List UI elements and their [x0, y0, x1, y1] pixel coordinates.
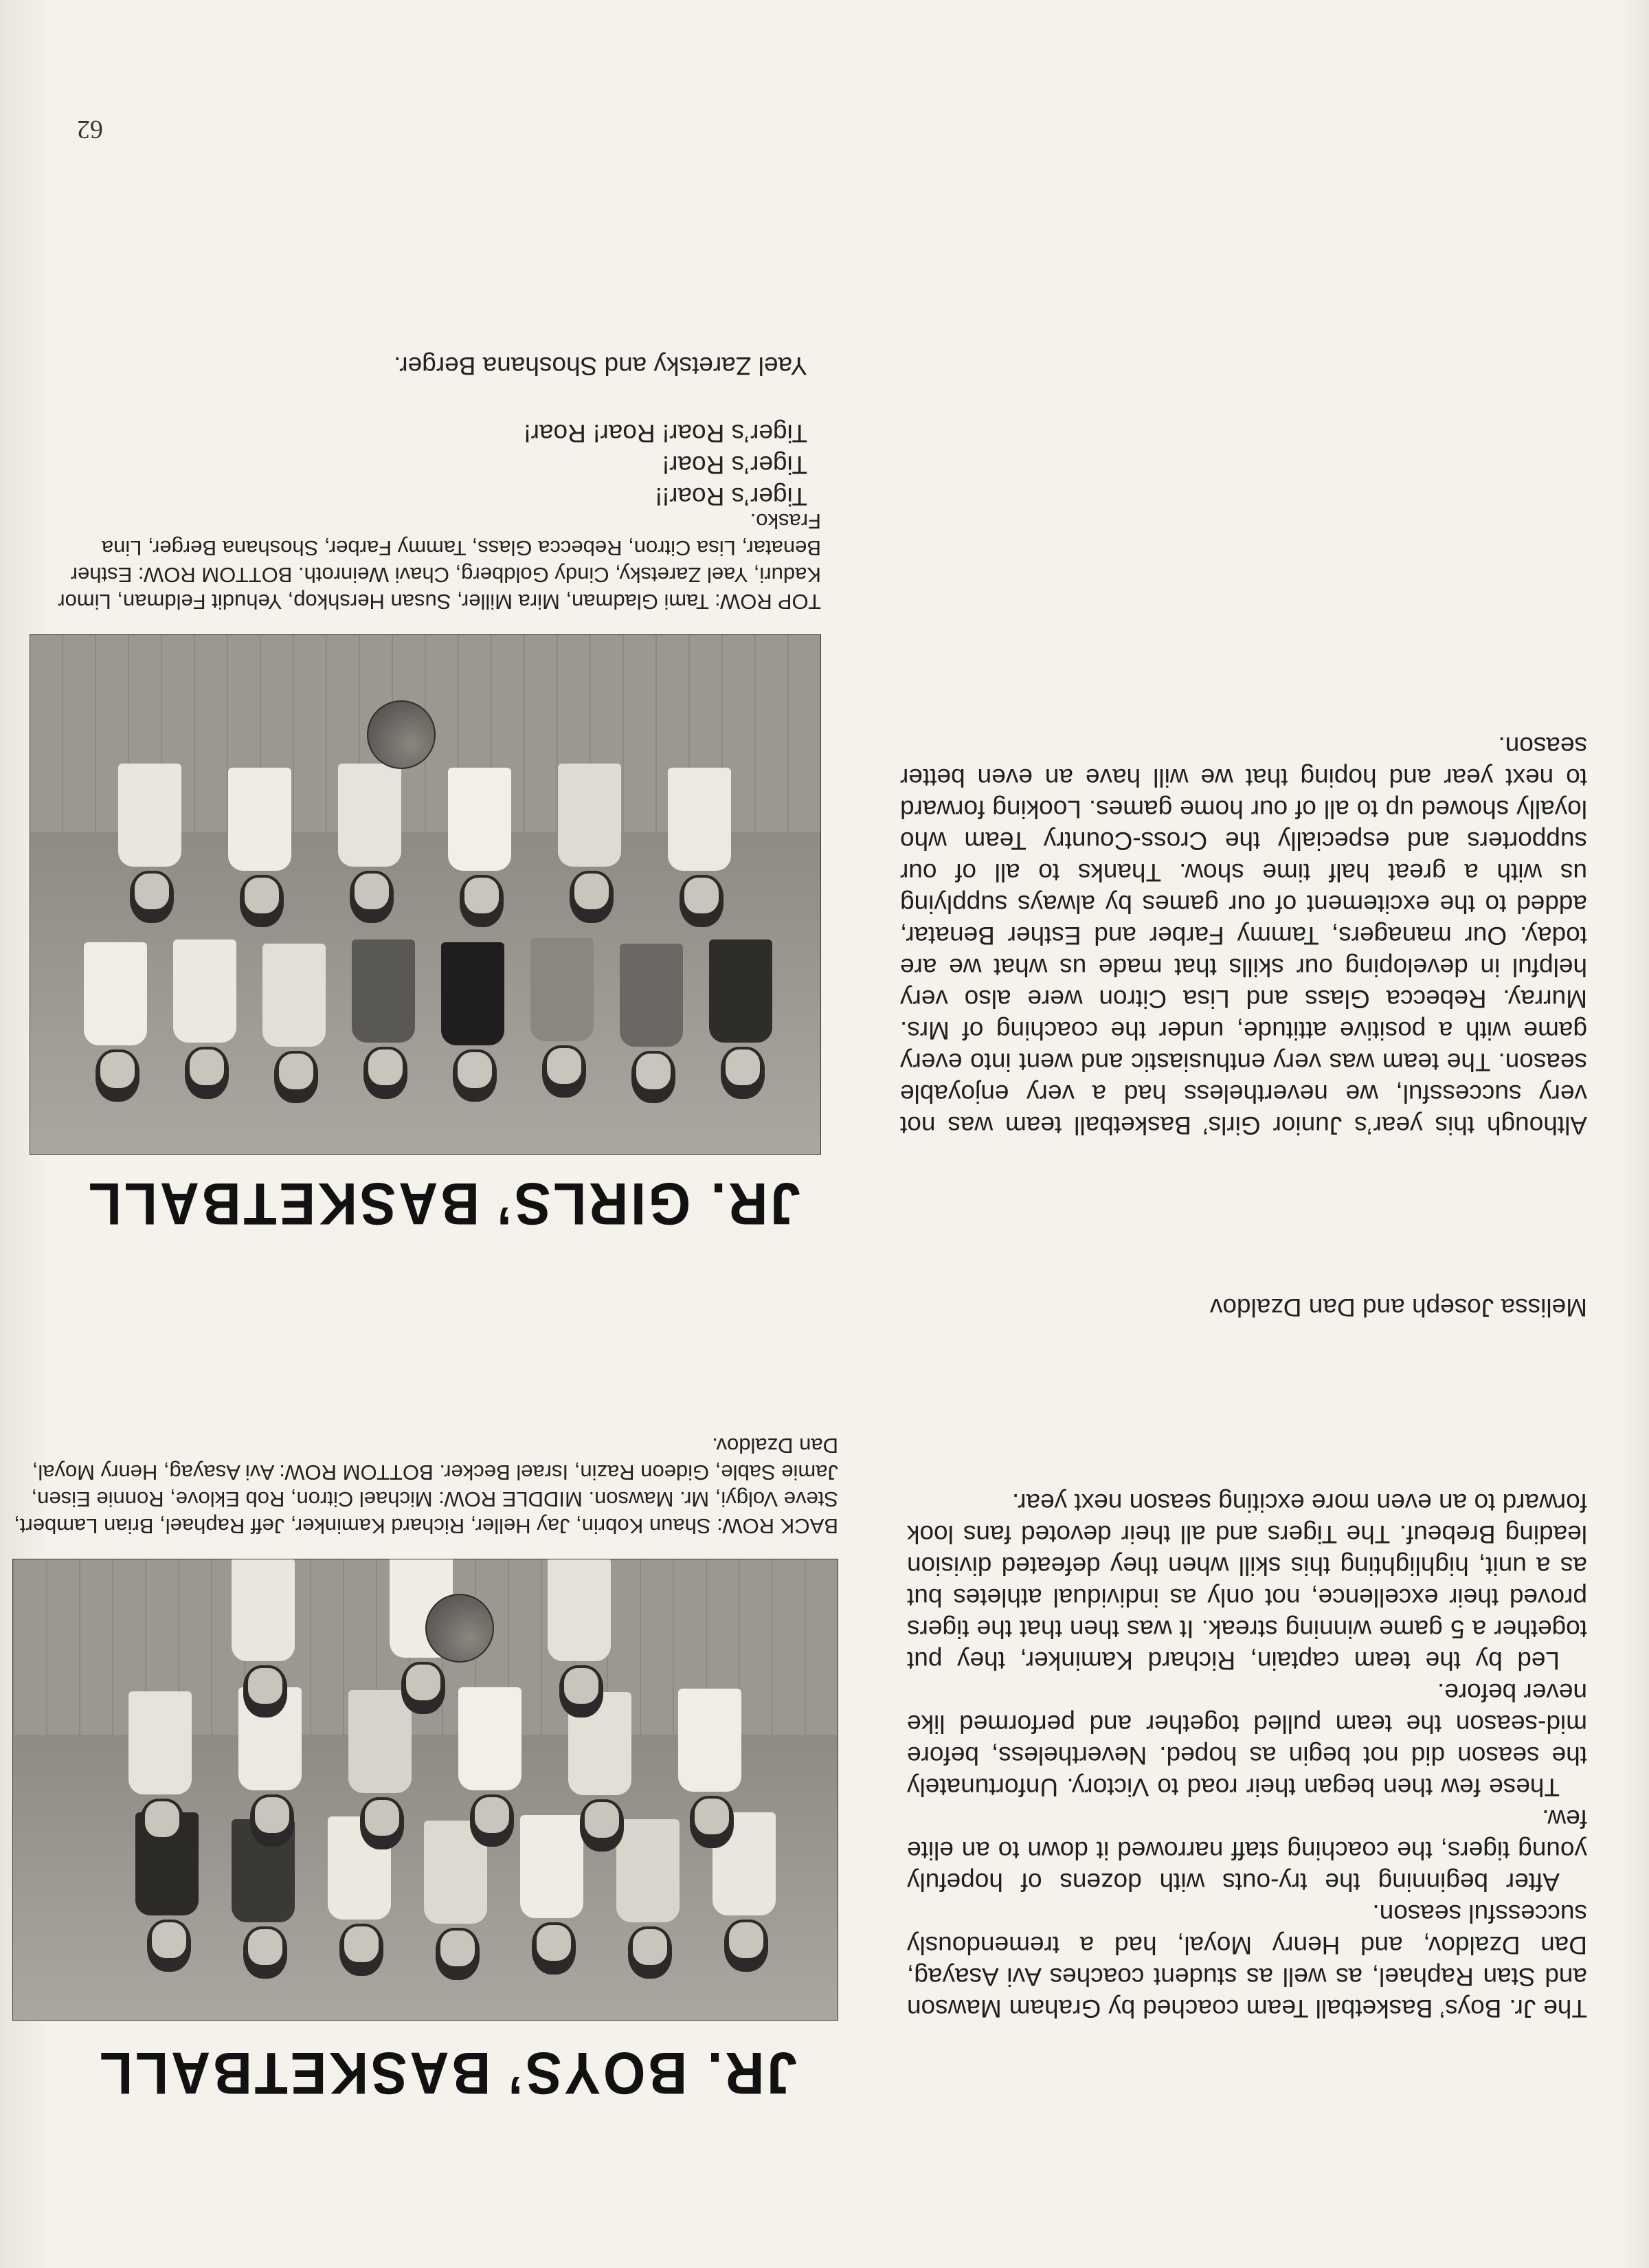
student-coach-figure	[552, 1559, 611, 1717]
boys-photo-caption: BACK ROW: Shaun Kobrin, Jay Heller, Richard Kaminker, Jeff Raphael, Brian Lambert, Steve Volgyi, Mr. Mawson. MIDDLE ROW: Michael Citron, Rob Eklove, Ronnie Eisen, Jamie Sable, Gideon Razin, Israel Becker. BOTTOM ROW: Avi Asayag, Henry Moyal, Dan Dzaldov.	[14, 1434, 838, 1538]
player-figure	[672, 768, 731, 927]
basketball	[367, 700, 436, 769]
boys-paragraph: After beginning the try-outs with dozens of hopefuly young tigers, the coaching staff narrowed it down to an elite few.	[907, 1805, 1587, 1896]
boys-team-photo	[12, 1559, 838, 2021]
player-figure	[356, 940, 415, 1099]
player-figure	[452, 768, 511, 927]
girls-team-photo	[30, 634, 821, 1155]
boys-article	[907, 1487, 1587, 2024]
player-figure	[445, 942, 504, 1102]
girls-article	[900, 730, 1587, 1141]
boys-headline: JR. BOYS’ BASKETBALL	[97, 2040, 797, 2106]
girls-headline: JR. GIRLS’ BASKETBALL	[86, 1170, 800, 1236]
student-coach-figure	[236, 1559, 295, 1717]
player-figure	[88, 942, 147, 1102]
player-figure	[562, 764, 621, 923]
player-figure	[133, 1691, 192, 1851]
girls-cheer: Tiger’s Roar!! Tiger’s Roar! Tiger’s Roar! Roar! Roar!	[524, 419, 807, 511]
boys-paragraph: The Jr. Boys’ Basketball Team coached by Graham Mawson and Stan Raphael, as well as student coaches Avi Asayag, Dan Dzaldov, and Henry Moyal, had a tremendously successful season.	[907, 1900, 1587, 2023]
player-figure	[713, 940, 772, 1099]
player-figure	[232, 768, 291, 927]
player-figure	[177, 940, 236, 1099]
player-figure	[342, 764, 401, 923]
player-figure	[267, 944, 326, 1103]
player-figure	[462, 1687, 521, 1847]
player-figure	[535, 938, 594, 1098]
player-figure	[682, 1689, 741, 1848]
boys-paragraph: These few then began their road to Victory. Unfortunately the season did not begin as hoped. Nevertheless, before mid-season the team pulled together and performed like never before.	[907, 1678, 1587, 1801]
girls-photo-caption: TOP ROW: Tami Gladman, Mira Miller, Susan Hershkop, Yehudit Feldman, Limor Kaduri, Yael Zaretsky, Cindy Goldberg, Chavi Weinroth. BOTTOM ROW: Esther Benatar, Lisa Citron, Rebecca Glass, Tammy Farber, Shoshana Berger, Lina Frasko.	[58, 509, 821, 614]
basketball	[425, 1594, 494, 1663]
page-number: 62	[77, 115, 103, 144]
player-figure	[122, 764, 181, 923]
girls-authors: Yael Zaretsky and Shoshana Berger.	[394, 352, 807, 380]
boys-authors: Melissa Joseph and Dan Dzaldov	[1209, 1293, 1587, 1322]
player-figure	[624, 944, 683, 1103]
boys-paragraph: Led by the team captain, Richard Kaminker, they put together a 5 game winning streak. It was then that the tigers proved their excellence, not only as individual athletes but as a unit, highlighting this skill when they defeated division leading Brebeuf. The Tigers and all their devoted fans look forward to an even more exciting season next year.	[907, 1489, 1587, 1675]
girls-paragraph: Although this year’s Junior Girls’ Basketball team was not very successful, we nevertheless had a very enjoyable season. The team was very enthusiastic and went into every game with a positive attitude, under the coaching of Mrs. Murray. Rebecca Glass and Lisa Citron were also very helpful in developing our skills that made us what we are today. Our managers, Tammy Farber and Esther Benatar, added to the excitement of our games by always supplying us with a great half time show. Thanks to all of our supporters and especially the Cross-Country Team who loyally showed up to all of our home games. Looking forward to next year and hoping that we will have an even better season.	[900, 732, 1587, 1139]
